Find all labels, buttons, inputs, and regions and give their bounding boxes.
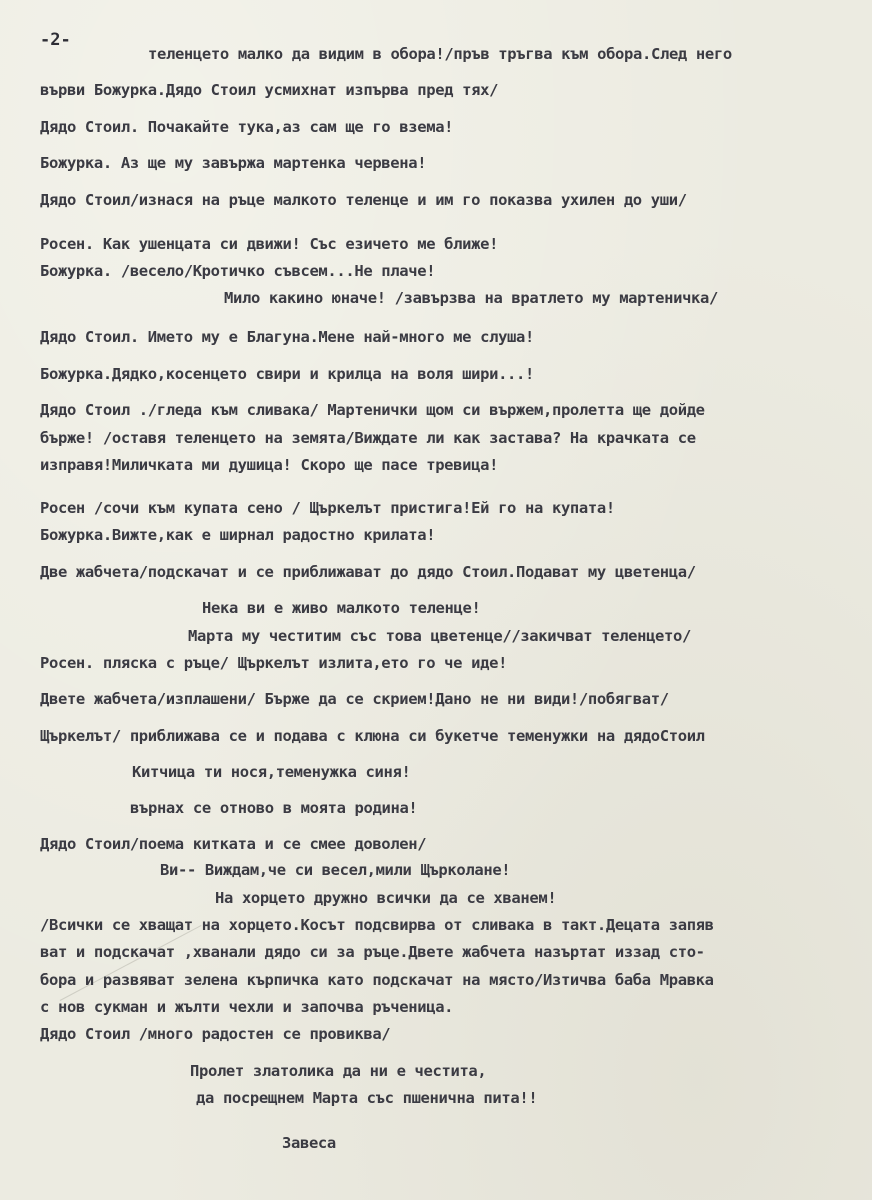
text-line: Божурка.Вижте,как е ширнал радостно крилата! [40,526,436,544]
text-line: Мило какино юначе! /завързва на вратлето му мартеничка/ [224,289,718,307]
text-line: ват и подскачат ,хванали дядо си за ръце.Двете жабчета назъртат иззад сто- [40,943,705,961]
text-line: бора и развяват зелена кърпичка като подскачат на място/Изтичва баба Мравка [40,971,714,989]
text-line: да посрещнем Марта със пшенична пита!! [196,1089,538,1107]
text-line: теленцето малко да видим в обора!/пръв тръгва към обора.След него [148,45,732,63]
text-line: върнах се отново в моята родина! [130,799,418,817]
text-line: Росен /сочи към купата сено / Щъркелът пристига!Ей го на купата! [40,499,615,517]
page-number: -2- [40,30,71,50]
text-line: Божурка. /весело/Кротичко съвсем...Не плаче! [40,262,436,280]
text-line: /Всички се хващат на хорцето.Косът подсвирва от сливака в такт.Децата запяв [40,916,714,934]
text-line: Две жабчета/подскачат и се приближават до дядо Стоил.Подават му цветенца/ [40,563,696,581]
text-line: Дядо Стоил /много радостен се провиква/ [40,1025,391,1043]
text-line: Марта му честитим със това цветенце//закичват теленцето/ [188,627,691,645]
text-line: Двете жабчета/изплашени/ Бърже да се скрием!Дано не ни види!/побягват/ [40,690,669,708]
text-line: Пролет златолика да ни е честита, [190,1062,487,1080]
text-line: бърже! /оставя теленцето на земята/Виждате ли как застава? На крачката се [40,429,696,447]
text-line: Ви-- Виждам,че си весел,мили Щърколане! [160,861,511,879]
text-line: изправя!Миличката ми душица! Скоро ще пасе тревица! [40,456,499,474]
text-line: Дядо Стоил. Името му е Благуна.Мене най-много ме слуша! [40,328,534,346]
text-line: На хорцето дружно всички да се хванем! [215,889,557,907]
text-line: Росен. Как ушенцата си движи! Със езичето ме ближе! [40,235,499,253]
text-line: Божурка.Дядко,косенцето свири и крилца на воля шири...! [40,365,534,383]
text-line: Щъркелът/ приближава се и подава с клюна си букетче теменужки на дядоСтоил [40,727,705,745]
text-line: Дядо Стоил ./гледа към сливака/ Мартенички щом си вържем,пролетта ще дойде [40,401,705,419]
text-line: Дядо Стоил/изнася на ръце малкото теленце и им го показва ухилен до уши/ [40,191,687,209]
text-line: Росен. пляска с ръце/ Щъркелът излита,ето го че иде! [40,654,508,672]
text-line: Завеса [282,1134,336,1152]
text-line: Дядо Стоил. Почакайте тука,аз сам ще го взема! [40,118,454,136]
text-line: Божурка. Аз ще му завържа мартенка червена! [40,154,427,172]
text-line: Нека ви е живо малкото теленце! [202,599,481,617]
text-line: върви Божурка.Дядо Стоил усмихнат изпърва пред тях/ [40,81,499,99]
text-line: Китчица ти нося,теменужка синя! [132,763,411,781]
text-line: Дядо Стоил/поема китката и се смее доволен/ [40,835,427,853]
text-line: с нов сукман и жълти чехли и започва ръченица. [40,998,454,1016]
